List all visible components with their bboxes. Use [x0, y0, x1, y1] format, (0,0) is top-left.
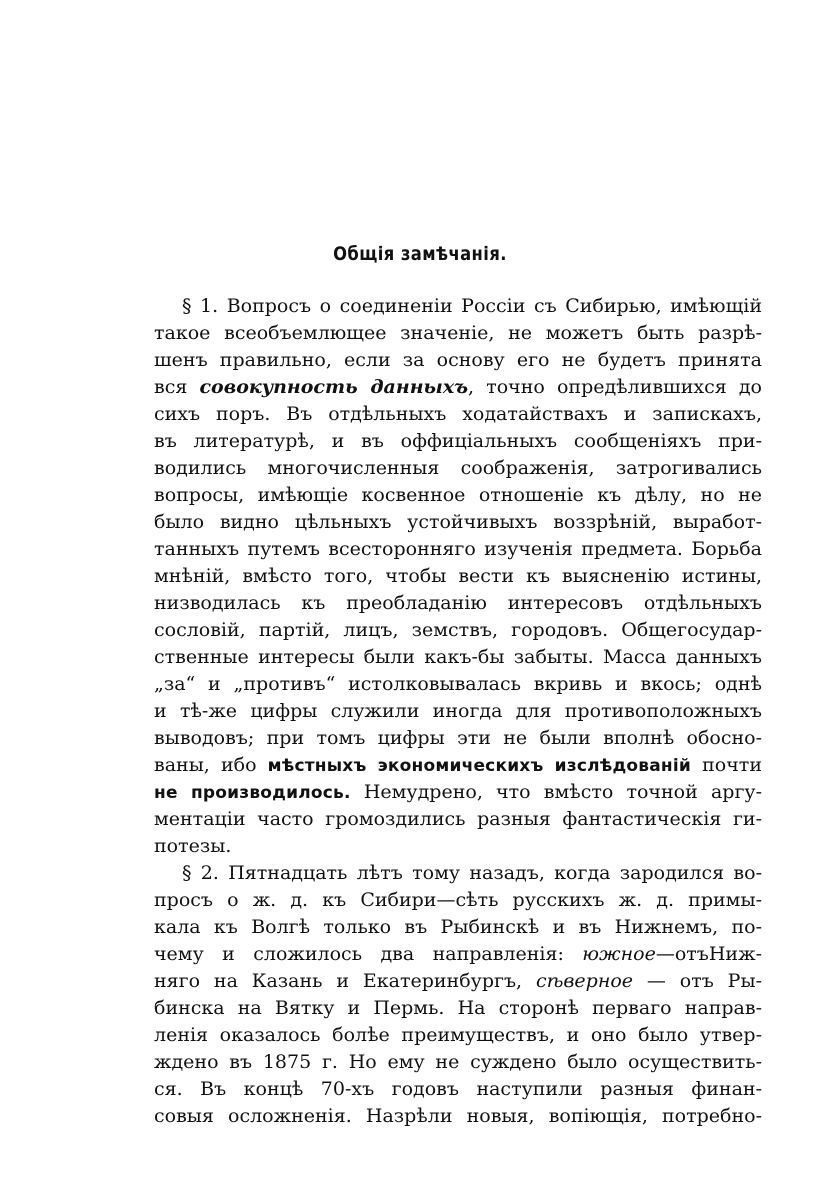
text-run: чему и сложилось два направленія: — [154, 943, 583, 965]
text-run: вся — [154, 376, 200, 398]
emphasis-text: мѣстныхъ экономическихъ изслѣдованій — [267, 756, 692, 776]
text-run: ждено въ 1875 г. Но ему не суждено было осуществить- — [154, 1051, 762, 1073]
text-line — [154, 914, 762, 941]
text-run: — отъ Ры- — [633, 970, 762, 992]
text-run: выводовъ; при томъ цифры эти не были вполнѣ обоснo- — [154, 727, 762, 749]
text-line — [154, 1022, 762, 1049]
text-run: Немудрено, что вмѣсто точной аргу- — [350, 781, 762, 803]
text-line — [154, 644, 762, 671]
text-line — [154, 725, 762, 752]
text-run: сихъ поръ. Въ отдѣльныхъ ходатайствахъ и запискахъ, — [154, 403, 762, 425]
emphasis-text: совокупность данныхъ — [199, 376, 469, 398]
text-run: § 2. Пятнадцать лѣтъ тому назадъ, когда зародился во- — [182, 862, 762, 884]
text-run: и тѣ-же цифры служили иногда для противоположныхъ — [154, 700, 762, 722]
text-run: ственные интересы были какъ-бы забыты. Масса данныхъ — [154, 646, 762, 668]
text-run: танныхъ путемъ всесторонняго изученія предмета. Борьба — [154, 538, 762, 560]
text-run: шенъ правильно, если за основу его не будетъ принята — [154, 349, 762, 371]
text-run: , точно опредѣлившихся до — [468, 376, 762, 398]
text-run: такое всеобъемлющее значеніе, не можетъ быть разрѣ- — [154, 322, 762, 344]
text-run: ся. Въ концѣ 70-хъ годовъ наступили разныя финан- — [154, 1078, 762, 1100]
text-line — [154, 293, 762, 320]
text-line — [154, 401, 762, 428]
text-run: низводилась къ преобладанію интересовъ отдѣльныхъ — [154, 592, 762, 614]
text-line — [154, 509, 762, 536]
text-line — [154, 995, 762, 1022]
text-line — [154, 563, 762, 590]
text-line — [154, 698, 762, 725]
text-run: вопросы, имѣющіе косвенное отношеніе къ дѣлу, но не — [154, 484, 762, 506]
text-run: кала къ Волгѣ только въ Рыбинскѣ и въ Нижнемъ, по- — [154, 916, 762, 938]
text-run: бинска на Вятку и Пермь. На сторонѣ перваго направ- — [154, 997, 762, 1019]
text-run: водились многочисленныя соображенія, затрогивались — [154, 457, 762, 479]
text-run: въ литературѣ, и въ оффиціальныхъ сообщеніяхъ при- — [154, 430, 762, 452]
text-line — [154, 752, 762, 779]
text-line — [154, 617, 762, 644]
section-heading: Общія замѣчанія. — [333, 243, 507, 265]
text-run: совыя осложненія. Назрѣли новыя, вопіющія, потребно- — [154, 1105, 762, 1127]
text-run: „за“ и „противъ“ истолковывалась вкривь и вкось; однѣ — [154, 673, 762, 695]
text-line — [154, 455, 762, 482]
text-run: § 1. Вопросъ о соединеніи Россіи съ Сибирью, имѣющій — [182, 295, 762, 317]
body-text — [154, 293, 762, 1130]
text-run: няго на Казань и Екатеринбургъ, — [154, 970, 536, 992]
emphasis-text: южное — [582, 943, 656, 965]
text-line — [154, 671, 762, 698]
text-line — [154, 536, 762, 563]
text-line — [154, 1049, 762, 1076]
text-run: потезы. — [154, 835, 232, 857]
text-run: было видно цѣльныхъ устойчивыхъ воззрѣній, выработ- — [154, 511, 762, 533]
text-run: —отъНиж- — [655, 943, 762, 965]
text-line — [154, 1103, 762, 1130]
text-run: ваны, ибо — [154, 754, 268, 776]
text-line — [154, 320, 762, 347]
text-line — [154, 779, 762, 806]
text-line — [154, 374, 762, 401]
text-line — [154, 887, 762, 914]
emphasis-text: сѣверное — [535, 970, 634, 992]
text-line — [154, 833, 762, 860]
text-line — [154, 860, 762, 887]
text-run: ментаціи часто громоздились разныя фантастическія ги- — [154, 808, 762, 830]
text-run: сословій, партій, лицъ, земствъ, городовъ. Общегосудар- — [154, 619, 762, 641]
text-run: ленія оказалось болѣе преимуществъ, и оно было утвер- — [154, 1024, 762, 1046]
text-line — [154, 482, 762, 509]
text-line — [154, 806, 762, 833]
emphasis-text: не производилось. — [154, 783, 351, 803]
text-run: мнѣній, вмѣсто того, чтобы вести къ выясненію истины, — [154, 565, 762, 587]
text-line — [154, 941, 762, 968]
text-line — [154, 590, 762, 617]
text-run: просъ о ж. д. къ Сибири—сѣть русскихъ ж. д. примы- — [154, 889, 762, 911]
text-line — [154, 347, 762, 374]
text-run: почти — [691, 754, 762, 776]
text-line — [154, 428, 762, 455]
text-line — [154, 1076, 762, 1103]
text-line — [154, 968, 762, 995]
